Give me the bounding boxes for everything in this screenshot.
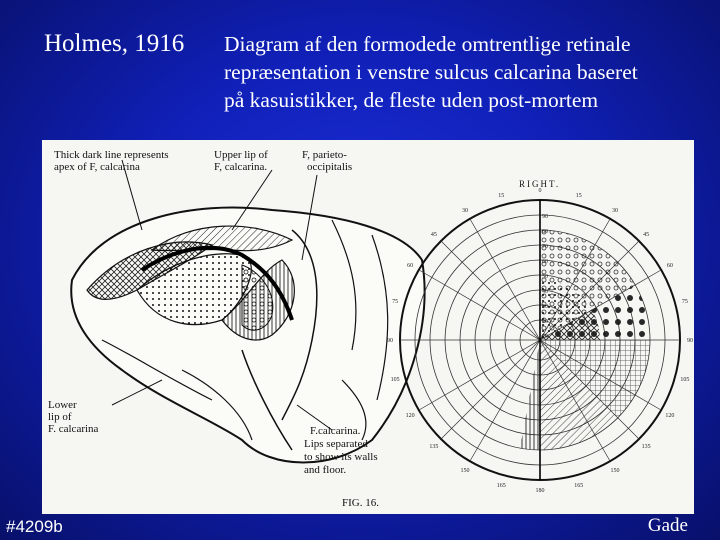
field-title: RIGHT. [519, 179, 561, 189]
author-year: Holmes, 1916 [44, 30, 185, 57]
slide-title [224, 30, 704, 114]
title-line: repræsentation i venstre sulcus calcarina baseret [224, 60, 638, 84]
label-calcarina: F.calcarina. [310, 425, 361, 437]
perimeter-degree-label: 135 [641, 444, 651, 451]
perimeter-degree-label: 45 [643, 231, 650, 238]
figure-drawing [42, 140, 694, 514]
credit: Gade [647, 515, 688, 536]
radial-eccentricity-label: 70 [542, 244, 548, 250]
perimeter-degree-label: 60 [666, 263, 673, 269]
perimeter-degree-label: 30 [612, 208, 618, 215]
perimeter-degree-label: 105 [390, 376, 400, 383]
perimeter-degree-label: 90 [387, 338, 393, 344]
radial-eccentricity-label: 80 [542, 229, 548, 235]
perimeter-degree-label: 120 [665, 413, 675, 419]
radial-eccentricity-label: 40 [542, 289, 548, 295]
label-parieto-occipitalis: occipitalis [307, 161, 353, 173]
perimeter-degree-label: 75 [681, 299, 688, 306]
perimeter-degree-label: 165 [496, 482, 506, 489]
perimeter-degree-label: 75 [392, 299, 399, 306]
perimeter-degree-label: 15 [498, 193, 505, 200]
label-thick-line: Thick dark line represents [54, 149, 169, 161]
radial-eccentricity-label: 60 [542, 259, 548, 265]
label-upper-lip: Upper lip of [214, 149, 268, 161]
visual-field-chart [400, 200, 680, 480]
radial-eccentricity-label: 20 [542, 319, 548, 325]
perimeter-degree-label: 105 [680, 376, 690, 383]
perimeter-degree-label: 165 [574, 482, 584, 489]
perimeter-degree-label: 120 [405, 413, 415, 419]
radial-eccentricity-label: 10 [542, 334, 548, 340]
radial-eccentricity-label: 30 [542, 304, 548, 310]
perimeter-degree-label: 60 [407, 263, 414, 269]
label-lower-lip: F. calcarina [48, 423, 99, 435]
slide-id: #4209b [6, 517, 63, 536]
radial-eccentricity-label: 90 [542, 214, 548, 220]
figure-image [42, 140, 694, 514]
label-lower-lip: Lower [48, 399, 77, 411]
perimeter-degree-label: 30 [462, 208, 468, 215]
label-thick-line: apex of F, calcarina [54, 161, 140, 173]
label-calcarina: Lips separated [304, 438, 368, 450]
figure-caption: FIG. 16. [342, 497, 379, 509]
label-calcarina: and floor. [304, 464, 347, 476]
perimeter-degree-label: 45 [430, 231, 437, 238]
perimeter-degree-label: 150 [460, 467, 470, 474]
perimeter-degree-label: 0 [538, 188, 542, 194]
perimeter-degree-label: 90 [687, 338, 693, 344]
radial-eccentricity-label: 50 [542, 274, 548, 280]
radial-eccentricity-labels [542, 214, 548, 340]
perimeter-degree-label: 150 [610, 467, 620, 474]
title-line: på kasuistikker, de fleste uden post-mortem [224, 88, 599, 112]
label-calcarina: to show its walls [304, 451, 378, 463]
title-line: Diagram af den formodede omtrentlige retinale [224, 32, 631, 56]
perimeter-degree-label: 15 [575, 193, 582, 200]
label-lower-lip: lip of [48, 411, 72, 423]
label-upper-lip: F, calcarina. [214, 161, 268, 173]
brain-drawing [71, 160, 424, 463]
label-parieto-occipitalis: F, parieto- [302, 149, 347, 161]
perimeter-degree-label: 180 [535, 488, 545, 494]
perimeter-degree-label: 135 [429, 444, 439, 451]
